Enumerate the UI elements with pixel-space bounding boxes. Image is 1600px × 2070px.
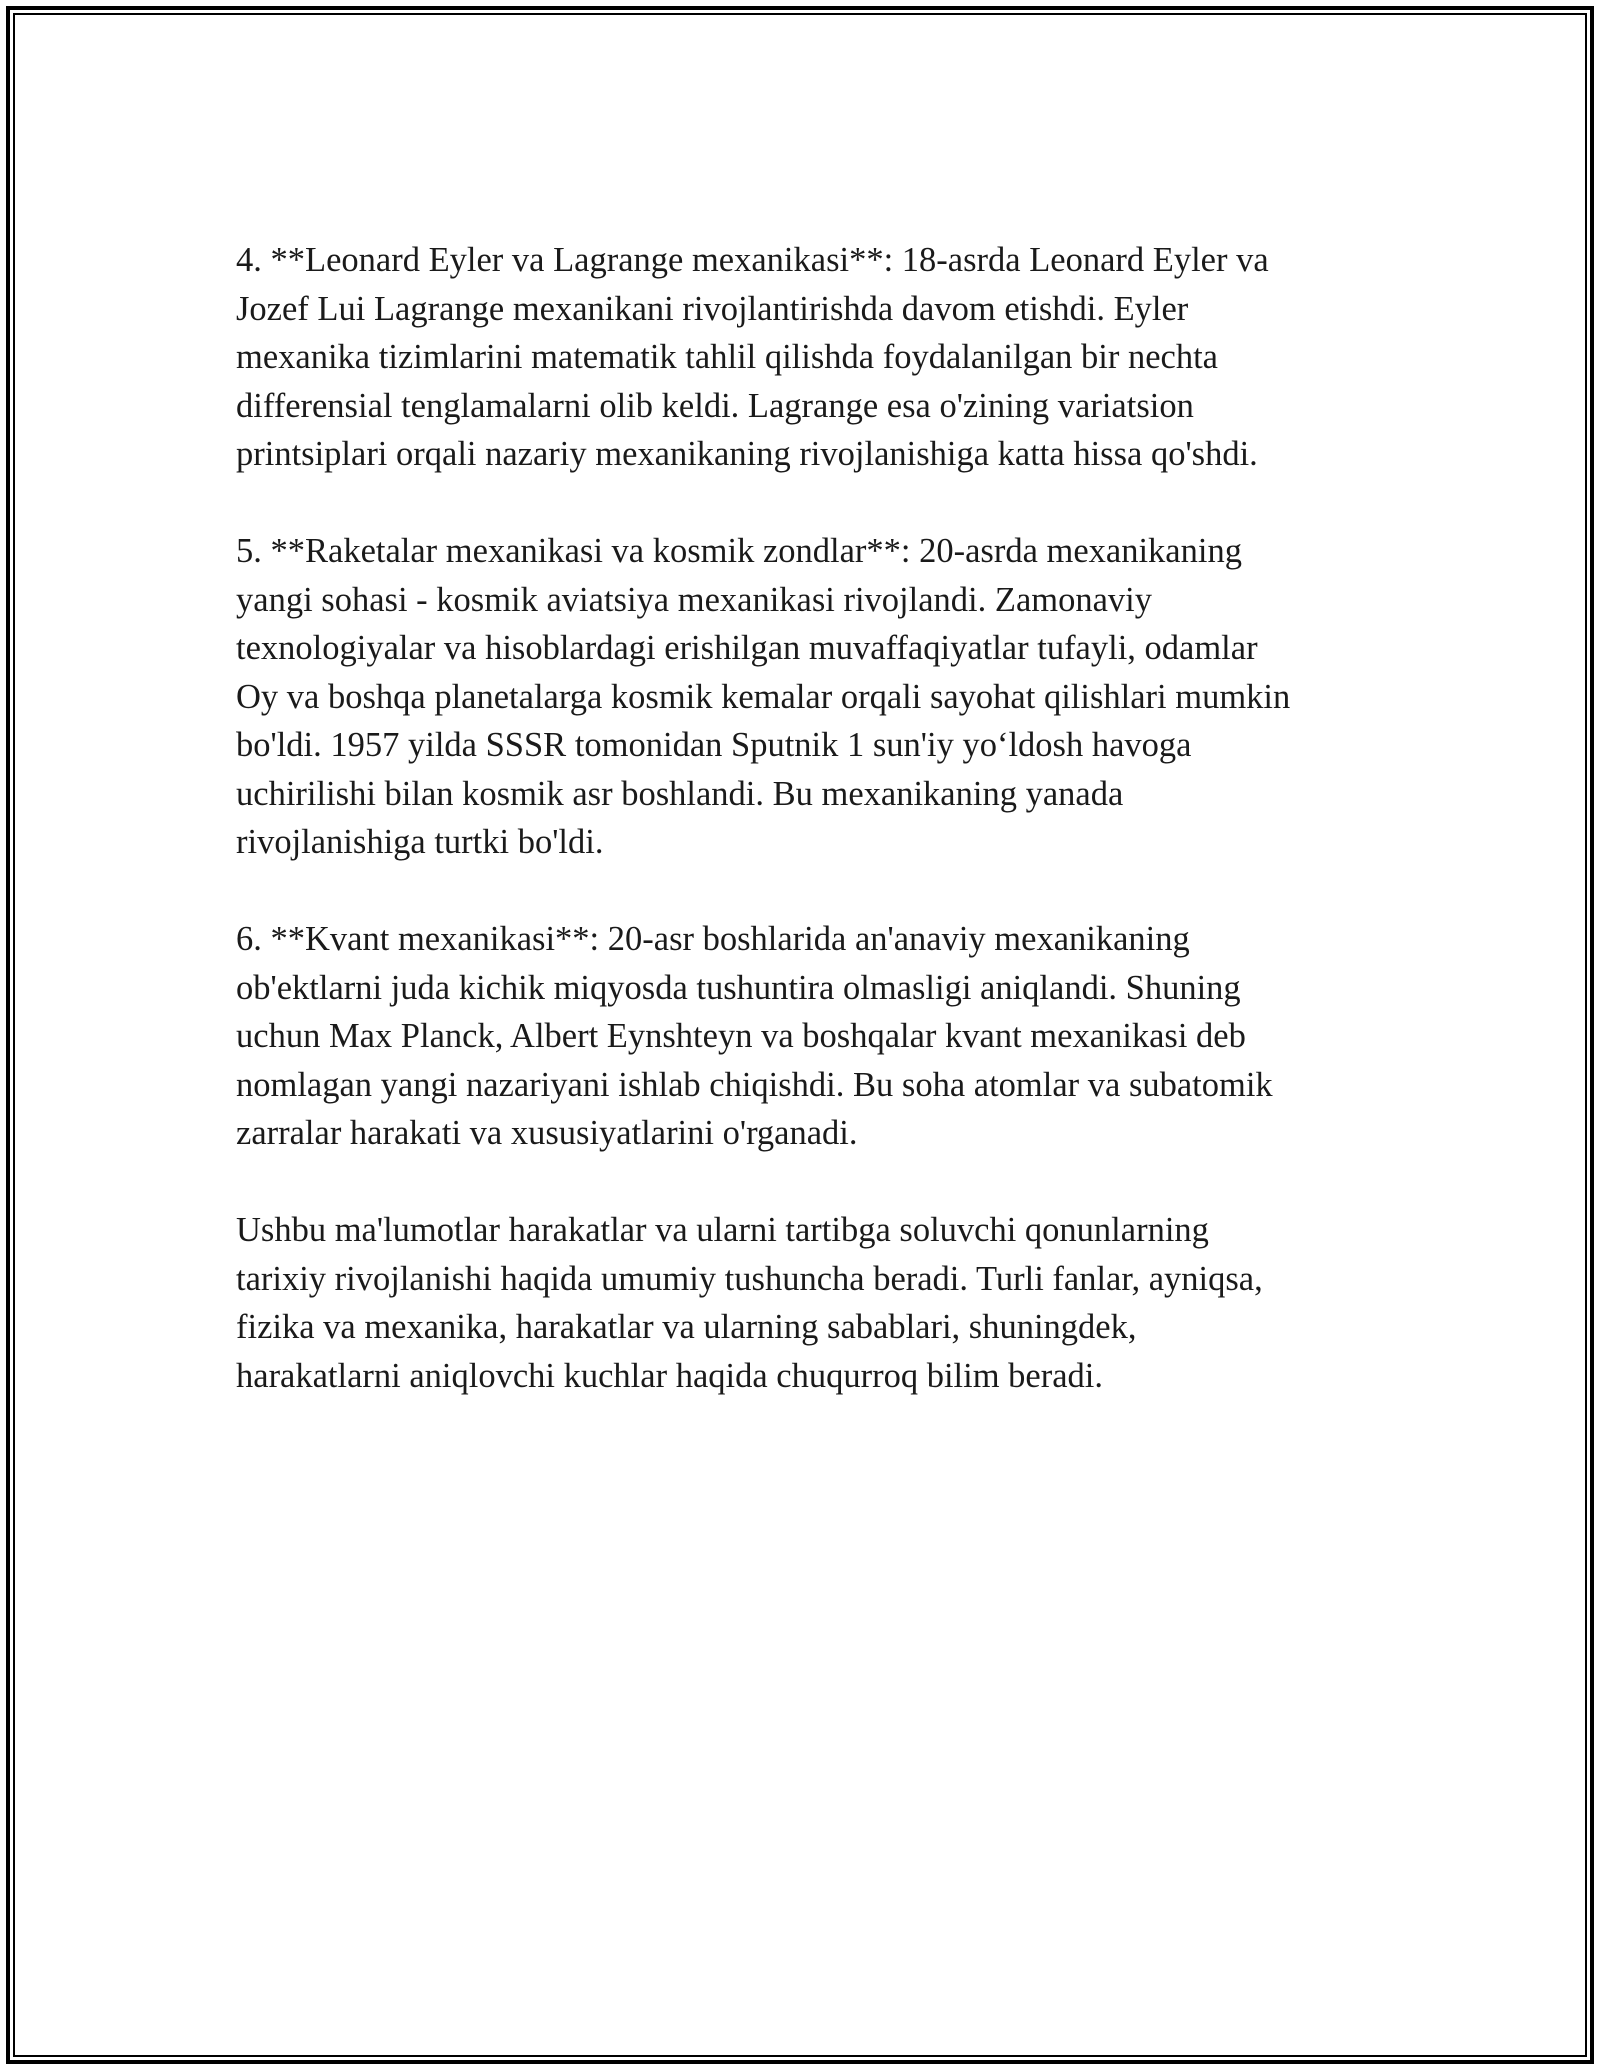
- text-line: ob'ektlarni juda kichik miqyosda tushuntira olmasligi aniqlandi. Shuning: [236, 968, 1241, 1007]
- text-line: 4. **Leonard Eyler va Lagrange mexanikasi**: 18-asrda Leonard Eyler va: [236, 241, 1269, 279]
- text-line: 5. **Raketalar mexanikasi va kosmik zondlar**: 20-asrda mexanikaning: [236, 532, 1242, 570]
- paragraph-summary: [236, 1206, 1366, 1400]
- text-line: rivojlanishiga turtki bo'ldi.: [236, 823, 604, 861]
- text-line: printsiplari orqali nazariy mexanikaning rivojlanishiga katta hissa qo'shdi.: [236, 435, 1258, 473]
- text-line: differensial tenglamalarni olib keldi. Lagrange esa o'zining variatsion: [236, 386, 1194, 425]
- paragraph-euler-lagrange: [236, 236, 1366, 479]
- text-line: uchirilishi bilan kosmik asr boshlandi. Bu mexanikaning yanada: [236, 774, 1124, 813]
- text-line: texnologiyalar va hisoblardagi erishilgan muvaffaqiyatlar tufayli, odamlar: [236, 629, 1258, 667]
- paragraph-rocket-mechanics: [236, 527, 1366, 867]
- text-line: nomlagan yangi nazariyani ishlab chiqishdi. Bu soha atomlar va subatomik: [236, 1065, 1273, 1104]
- text-line: Jozef Lui Lagrange mexanikani rivojlantirishda davom etishdi. Eyler: [236, 289, 1189, 328]
- text-line: 6. **Kvant mexanikasi**: 20-asr boshlarida an'anaviy mexanikaning: [236, 920, 1190, 958]
- text-line: Oy va boshqa planetalarga kosmik kemalar orqali sayohat qilishlari mumkin: [236, 677, 1291, 716]
- text-line: harakatlarni aniqlovchi kuchlar haqida chuqurroq bilim beradi.: [236, 1356, 1103, 1395]
- text-line: zarralar harakati va xususiyatlarini o'rganadi.: [236, 1114, 858, 1152]
- text-line: tarixiy rivojlanishi haqida umumiy tushuncha beradi. Turli fanlar, ayniqsa,: [236, 1259, 1263, 1298]
- text-line: fizika va mexanika, harakatlar va ularning sabablari, shuningdek,: [236, 1308, 1137, 1346]
- paragraph-quantum-mechanics: [236, 915, 1366, 1158]
- text-line: Ushbu ma'lumotlar harakatlar va ularni tartibga soluvchi qonunlarning: [236, 1211, 1209, 1249]
- document-body: [236, 236, 1366, 1449]
- text-line: bo'ldi. 1957 yilda SSSR tomonidan Sputnik 1 sun'iy yo‘ldosh havoga: [236, 726, 1192, 764]
- text-line: mexanika tizimlarini matematik tahlil qilishda foydalanilgan bir nechta: [236, 338, 1218, 376]
- text-line: yangi sohasi - kosmik aviatsiya mexanikasi rivojlandi. Zamonaviy: [236, 580, 1152, 619]
- text-line: uchun Max Planck, Albert Eynshteyn va boshqalar kvant mexanikasi deb: [236, 1017, 1246, 1055]
